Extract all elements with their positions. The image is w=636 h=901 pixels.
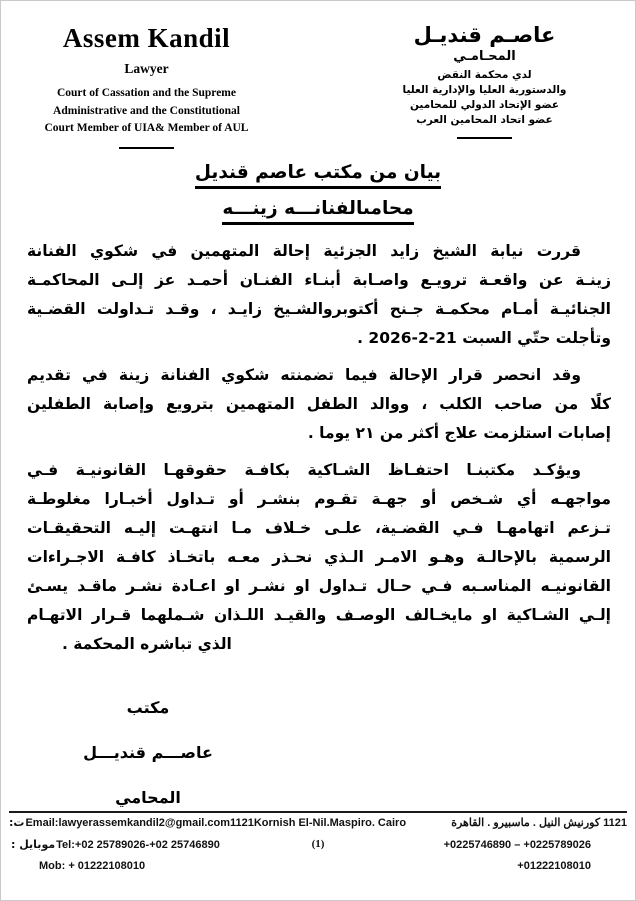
lawyer-title-arabic: المحـامـي — [453, 49, 516, 64]
body-line: وتأجلت حتّي السبت 21-2-2026 . — [357, 328, 611, 347]
lawyer-title-english: Lawyer — [124, 61, 169, 76]
signature-name: عاصـــم قنديـــل — [83, 743, 213, 762]
credential-line: عضو اتحاد المحامين العرب — [416, 114, 553, 126]
credential-line: عضو الإتحاد الدولي للمحامين — [409, 99, 560, 111]
credential-line: والدستورية العليا والإدارية العليا — [402, 84, 567, 96]
footer-address-arabic: 1121 كورنيش النيل . ماسبيرو . القاهرة — [451, 817, 627, 829]
credentials-arabic — [392, 68, 577, 128]
header-divider-line — [457, 137, 512, 139]
footer-mobile-right: +01222108010 — [517, 860, 591, 872]
footer-email-text: Email:lawyerassemkandil2@gmail.com1121Kornish El-Nil.Maspiro. Cairo — [25, 817, 407, 829]
body-line: القانونيـه المناسـبه فـي حـال تـداول او نشـر او اعـادة نشـر ماقـد يسـئ — [27, 576, 611, 595]
letterhead-english — [39, 23, 254, 149]
credential-line: Court of Cassation and the Supreme — [56, 87, 236, 99]
credentials-english — [39, 85, 254, 138]
footer-tel-text: Tel:+02 25789026-+02 25746890 — [56, 839, 220, 851]
signature-office: مكتب — [126, 698, 170, 717]
statement-subtitle: محامىالفنانـــه زينـــه — [222, 198, 413, 225]
paragraph-2 — [27, 361, 611, 448]
lawyer-name-english: Assem Kandil — [62, 23, 231, 53]
body-line: قررت نيابة الشيخ زايد الجزئية إحالة المتهمين في شكوي الفنانة — [27, 241, 581, 260]
body-line: تـزعم اتهامهـا فـي القضـية، علـى خـلاف مـا انتهـت إليـه التحقيقـات — [27, 518, 611, 537]
statement-title: بيان من مكتب عاصم قنديل — [195, 162, 441, 189]
body-line: إلـي الشـاكية او مايخـالف الوصـف والقيـد اللـذان شـملهما قـرار الاتهـام — [27, 605, 611, 624]
header-divider-line — [119, 147, 174, 149]
body-line: إصابات استلزمت علاج أكثر من ٢١ يوما . — [307, 423, 611, 442]
body-line: ويؤكـد مكتبنـا احتفـاظ الشـاكية بكافـة حقوقهـا القانونيـة فـي — [27, 460, 581, 479]
body-line: مواجهـه أي شـخص أو جهـة تقـوم بنشـر أو تـداول أخبـارا مغلوطـة — [27, 489, 611, 508]
statement-titles — [1, 162, 635, 225]
credential-line: Court Member of UIA& Member of AUL — [44, 122, 249, 134]
letterhead — [1, 1, 635, 149]
footer-mob-english: Mob: + 01222108010 — [39, 860, 146, 872]
statement-body — [27, 237, 611, 659]
footer-row-phones — [9, 838, 627, 860]
footer — [9, 811, 627, 882]
body-line: زينـة عن واقعـة ترويـع واصـابة أبنـاء الفنـان أحمـد عز إلـى المحاكمـة — [27, 270, 611, 289]
body-line: الرسمية بالإحالـة وهـو الامـر الـذي نحـذر معـه باتخـاذ كافـة الاجـراءات — [27, 547, 611, 566]
body-line: الجنائيـة أمـام محكمـة جـنح أكتوبروالشـيخ زايـد ، وقـد تـداولت القضـية — [27, 299, 611, 318]
body-line: كلًا من صاحب الكلب ، ووالد الطفل المتهمين بترويع وإصابة الطفلين — [27, 394, 611, 413]
credential-line: لدي محكمة النقض — [437, 69, 532, 81]
footer-row-address — [9, 816, 627, 838]
footer-mobile-label-arabic: موبايل : — [11, 838, 56, 851]
letterhead-arabic — [392, 23, 577, 149]
footer-email-group — [9, 816, 406, 829]
body-line: الذي تباشره المحكمة . — [62, 634, 232, 653]
lawyer-name-arabic: عاصـم قنديـل — [413, 23, 556, 47]
signature-title: المحامي — [115, 788, 181, 807]
paragraph-1 — [27, 237, 611, 353]
signature-block — [63, 685, 233, 820]
page-number: (1) — [311, 838, 325, 850]
footer-row-mobile — [9, 860, 627, 882]
paragraph-3 — [27, 456, 611, 659]
credential-line: Administrative and the Constitutional — [53, 104, 240, 117]
body-line: وقد انحصر قرار الإحالة فيما تضمنته شكوي الفنانة زينة في تقديم — [27, 365, 581, 384]
footer-email-prefix: ت: — [9, 816, 25, 829]
footer-phones-right: +0225746890 – +0225789026 — [443, 839, 591, 851]
footer-tel-group — [9, 838, 220, 851]
